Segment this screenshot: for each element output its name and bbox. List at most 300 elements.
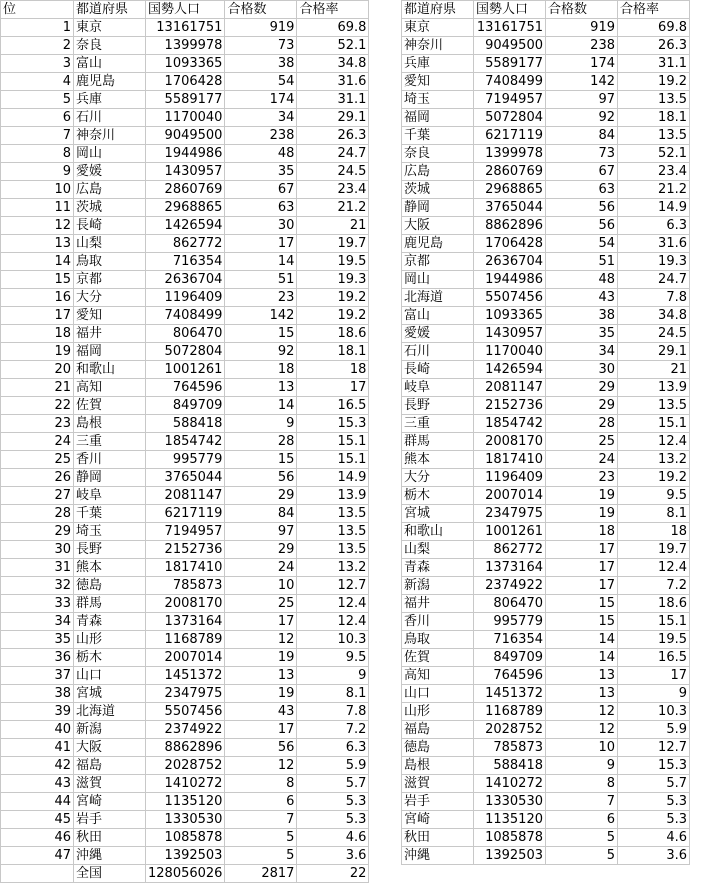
passes-cell[interactable]: 2817 [225, 865, 297, 883]
prefecture-cell[interactable]: 沖縄 [74, 847, 146, 865]
rank-cell[interactable]: 39 [1, 703, 74, 721]
rank-cell[interactable]: 27 [1, 487, 74, 505]
population-cell[interactable]: 1430957 [146, 163, 225, 181]
pass-rate-cell[interactable]: 8.1 [297, 685, 369, 703]
passes-cell[interactable]: 8 [546, 775, 618, 793]
pass-rate-cell[interactable]: 17 [297, 379, 369, 397]
passes-cell[interactable]: 14 [546, 649, 618, 667]
pass-rate-cell[interactable]: 15.1 [618, 415, 690, 433]
population-cell[interactable]: 1085878 [146, 829, 225, 847]
population-cell[interactable]: 3765044 [146, 469, 225, 487]
population-cell[interactable]: 6217119 [146, 505, 225, 523]
prefecture-cell[interactable]: 島根 [402, 757, 474, 775]
passes-cell[interactable]: 67 [546, 163, 618, 181]
rank-cell[interactable]: 16 [1, 289, 74, 307]
rank-cell[interactable]: 10 [1, 181, 74, 199]
rank-cell[interactable]: 35 [1, 631, 74, 649]
passes-cell[interactable]: 67 [225, 181, 297, 199]
pass-rate-cell[interactable]: 52.1 [618, 145, 690, 163]
passes-cell[interactable]: 73 [546, 145, 618, 163]
rank-cell[interactable]: 4 [1, 73, 74, 91]
pass-rate-cell[interactable]: 9 [618, 685, 690, 703]
prefecture-cell[interactable]: 静岡 [74, 469, 146, 487]
pass-rate-cell[interactable]: 34.8 [297, 55, 369, 73]
prefecture-cell[interactable]: 北海道 [402, 289, 474, 307]
prefecture-cell[interactable]: 徳島 [402, 739, 474, 757]
population-cell[interactable]: 1373164 [474, 559, 546, 577]
prefecture-cell[interactable]: 広島 [74, 181, 146, 199]
prefecture-cell[interactable]: 大阪 [402, 217, 474, 235]
pass-rate-cell[interactable]: 18.6 [618, 595, 690, 613]
passes-cell[interactable]: 97 [225, 523, 297, 541]
prefecture-cell[interactable]: 神奈川 [74, 127, 146, 145]
rank-cell[interactable]: 32 [1, 577, 74, 595]
population-cell[interactable]: 9049500 [146, 127, 225, 145]
prefecture-cell[interactable]: 大分 [402, 469, 474, 487]
prefecture-cell[interactable]: 茨城 [402, 181, 474, 199]
population-cell[interactable]: 13161751 [146, 19, 225, 37]
population-cell[interactable]: 1410272 [146, 775, 225, 793]
pass-rate-cell[interactable]: 13.2 [297, 559, 369, 577]
population-cell[interactable]: 2374922 [474, 577, 546, 595]
prefecture-cell[interactable]: 宮城 [74, 685, 146, 703]
pass-rate-cell[interactable]: 19.5 [297, 253, 369, 271]
passes-cell[interactable]: 14 [225, 397, 297, 415]
right-header-population[interactable]: 国勢人口 [474, 1, 546, 19]
pass-rate-cell[interactable]: 31.6 [618, 235, 690, 253]
pass-rate-cell[interactable]: 5.7 [618, 775, 690, 793]
rank-cell[interactable]: 46 [1, 829, 74, 847]
population-cell[interactable]: 1706428 [474, 235, 546, 253]
passes-cell[interactable]: 5 [225, 847, 297, 865]
passes-cell[interactable]: 9 [546, 757, 618, 775]
pass-rate-cell[interactable]: 31.1 [618, 55, 690, 73]
population-cell[interactable]: 785873 [474, 739, 546, 757]
rank-cell[interactable]: 20 [1, 361, 74, 379]
passes-cell[interactable]: 23 [225, 289, 297, 307]
pass-rate-cell[interactable]: 7.2 [618, 577, 690, 595]
population-cell[interactable]: 7408499 [146, 307, 225, 325]
passes-cell[interactable]: 17 [546, 577, 618, 595]
passes-cell[interactable]: 19 [546, 487, 618, 505]
pass-rate-cell[interactable]: 13.5 [297, 523, 369, 541]
rank-cell[interactable]: 44 [1, 793, 74, 811]
rank-cell[interactable]: 40 [1, 721, 74, 739]
passes-cell[interactable]: 56 [225, 469, 297, 487]
rank-cell[interactable]: 3 [1, 55, 74, 73]
population-cell[interactable]: 5507456 [146, 703, 225, 721]
prefecture-cell[interactable]: 千葉 [402, 127, 474, 145]
population-cell[interactable]: 1426594 [146, 217, 225, 235]
passes-cell[interactable]: 17 [546, 541, 618, 559]
left-header-passes[interactable]: 合格数 [225, 1, 297, 19]
population-cell[interactable]: 764596 [474, 667, 546, 685]
prefecture-cell[interactable]: 石川 [402, 343, 474, 361]
pass-rate-cell[interactable]: 23.4 [618, 163, 690, 181]
population-cell[interactable]: 1392503 [474, 847, 546, 865]
rank-cell[interactable]: 7 [1, 127, 74, 145]
population-cell[interactable]: 1430957 [474, 325, 546, 343]
passes-cell[interactable]: 34 [225, 109, 297, 127]
prefecture-cell[interactable]: 福井 [402, 595, 474, 613]
population-cell[interactable]: 6217119 [474, 127, 546, 145]
pass-rate-cell[interactable]: 16.5 [297, 397, 369, 415]
rank-cell[interactable]: 14 [1, 253, 74, 271]
right-header-prefecture[interactable]: 都道府県 [402, 1, 474, 19]
prefecture-cell[interactable]: 徳島 [74, 577, 146, 595]
left-header-pass-rate[interactable]: 合格率 [297, 1, 369, 19]
pass-rate-cell[interactable]: 13.9 [297, 487, 369, 505]
pass-rate-cell[interactable]: 15.1 [297, 451, 369, 469]
population-cell[interactable]: 785873 [146, 577, 225, 595]
prefecture-cell[interactable]: 福岡 [402, 109, 474, 127]
prefecture-cell[interactable]: 福島 [74, 757, 146, 775]
population-cell[interactable]: 1451372 [146, 667, 225, 685]
prefecture-cell[interactable]: 栃木 [402, 487, 474, 505]
pass-rate-cell[interactable]: 3.6 [618, 847, 690, 865]
pass-rate-cell[interactable]: 7.8 [297, 703, 369, 721]
population-cell[interactable]: 1135120 [146, 793, 225, 811]
prefecture-cell[interactable]: 群馬 [74, 595, 146, 613]
passes-cell[interactable]: 56 [546, 217, 618, 235]
prefecture-cell[interactable]: 岩手 [402, 793, 474, 811]
passes-cell[interactable]: 51 [225, 271, 297, 289]
rank-cell[interactable]: 33 [1, 595, 74, 613]
prefecture-cell[interactable]: 山梨 [74, 235, 146, 253]
population-cell[interactable]: 2636704 [474, 253, 546, 271]
prefecture-cell[interactable]: 兵庫 [402, 55, 474, 73]
passes-cell[interactable]: 5 [546, 829, 618, 847]
prefecture-cell[interactable]: 岩手 [74, 811, 146, 829]
population-cell[interactable]: 1410272 [474, 775, 546, 793]
prefecture-cell[interactable]: 佐賀 [74, 397, 146, 415]
prefecture-cell[interactable]: 新潟 [402, 577, 474, 595]
right-header-pass-rate[interactable]: 合格率 [618, 1, 690, 19]
prefecture-cell[interactable]: 宮崎 [402, 811, 474, 829]
population-cell[interactable]: 2968865 [474, 181, 546, 199]
population-cell[interactable]: 128056026 [146, 865, 225, 883]
population-cell[interactable]: 1373164 [146, 613, 225, 631]
pass-rate-cell[interactable]: 13.2 [618, 451, 690, 469]
pass-rate-cell[interactable]: 9 [297, 667, 369, 685]
population-cell[interactable]: 2007014 [146, 649, 225, 667]
prefecture-cell[interactable]: 宮崎 [74, 793, 146, 811]
rank-cell[interactable]: 41 [1, 739, 74, 757]
prefecture-cell[interactable]: 兵庫 [74, 91, 146, 109]
passes-cell[interactable]: 5 [546, 847, 618, 865]
rank-cell[interactable] [1, 865, 74, 883]
population-cell[interactable]: 995779 [474, 613, 546, 631]
pass-rate-cell[interactable]: 29.1 [618, 343, 690, 361]
rank-cell[interactable]: 42 [1, 757, 74, 775]
passes-cell[interactable]: 6 [225, 793, 297, 811]
passes-cell[interactable]: 48 [225, 145, 297, 163]
population-cell[interactable]: 5589177 [146, 91, 225, 109]
pass-rate-cell[interactable]: 5.9 [297, 757, 369, 775]
population-cell[interactable]: 1093365 [146, 55, 225, 73]
prefecture-cell[interactable]: 香川 [74, 451, 146, 469]
pass-rate-cell[interactable]: 21 [297, 217, 369, 235]
passes-cell[interactable]: 54 [546, 235, 618, 253]
passes-cell[interactable]: 23 [546, 469, 618, 487]
passes-cell[interactable]: 97 [546, 91, 618, 109]
rank-cell[interactable]: 18 [1, 325, 74, 343]
passes-cell[interactable]: 19 [546, 505, 618, 523]
pass-rate-cell[interactable]: 52.1 [297, 37, 369, 55]
passes-cell[interactable]: 17 [225, 613, 297, 631]
rank-cell[interactable]: 24 [1, 433, 74, 451]
passes-cell[interactable]: 30 [225, 217, 297, 235]
population-cell[interactable]: 1392503 [146, 847, 225, 865]
prefecture-cell[interactable]: 愛知 [402, 73, 474, 91]
rank-cell[interactable]: 37 [1, 667, 74, 685]
passes-cell[interactable]: 10 [546, 739, 618, 757]
pass-rate-cell[interactable]: 15.1 [297, 433, 369, 451]
pass-rate-cell[interactable]: 15.3 [297, 415, 369, 433]
pass-rate-cell[interactable]: 19.2 [618, 469, 690, 487]
left-header-rank[interactable]: 位 [1, 1, 74, 19]
prefecture-cell[interactable]: 北海道 [74, 703, 146, 721]
pass-rate-cell[interactable]: 16.5 [618, 649, 690, 667]
prefecture-cell[interactable]: 大分 [74, 289, 146, 307]
population-cell[interactable]: 5072804 [146, 343, 225, 361]
passes-cell[interactable]: 54 [225, 73, 297, 91]
pass-rate-cell[interactable]: 14.9 [297, 469, 369, 487]
rank-cell[interactable]: 25 [1, 451, 74, 469]
rank-cell[interactable]: 2 [1, 37, 74, 55]
prefecture-cell[interactable]: 全国 [74, 865, 146, 883]
population-cell[interactable]: 8862896 [146, 739, 225, 757]
passes-cell[interactable]: 238 [546, 37, 618, 55]
passes-cell[interactable]: 29 [546, 397, 618, 415]
passes-cell[interactable]: 63 [225, 199, 297, 217]
prefecture-cell[interactable]: 秋田 [402, 829, 474, 847]
pass-rate-cell[interactable]: 5.7 [297, 775, 369, 793]
prefecture-cell[interactable]: 鳥取 [402, 631, 474, 649]
prefecture-cell[interactable]: 青森 [402, 559, 474, 577]
pass-rate-cell[interactable]: 13.5 [618, 397, 690, 415]
rank-cell[interactable]: 30 [1, 541, 74, 559]
rank-cell[interactable]: 19 [1, 343, 74, 361]
pass-rate-cell[interactable]: 5.9 [618, 721, 690, 739]
population-cell[interactable]: 13161751 [474, 19, 546, 37]
passes-cell[interactable]: 29 [546, 379, 618, 397]
pass-rate-cell[interactable]: 10.3 [618, 703, 690, 721]
prefecture-cell[interactable]: 愛媛 [74, 163, 146, 181]
pass-rate-cell[interactable]: 13.5 [297, 505, 369, 523]
pass-rate-cell[interactable]: 24.5 [618, 325, 690, 343]
population-cell[interactable]: 8862896 [474, 217, 546, 235]
passes-cell[interactable]: 13 [546, 667, 618, 685]
prefecture-cell[interactable]: 青森 [74, 613, 146, 631]
population-cell[interactable]: 2152736 [474, 397, 546, 415]
passes-cell[interactable]: 13 [225, 667, 297, 685]
population-cell[interactable]: 9049500 [474, 37, 546, 55]
passes-cell[interactable]: 35 [225, 163, 297, 181]
prefecture-cell[interactable]: 高知 [402, 667, 474, 685]
left-header-population[interactable]: 国勢人口 [146, 1, 225, 19]
pass-rate-cell[interactable]: 5.3 [297, 811, 369, 829]
prefecture-cell[interactable]: 愛知 [74, 307, 146, 325]
prefecture-cell[interactable]: 石川 [74, 109, 146, 127]
prefecture-cell[interactable]: 和歌山 [74, 361, 146, 379]
pass-rate-cell[interactable]: 69.8 [618, 19, 690, 37]
passes-cell[interactable]: 29 [225, 487, 297, 505]
passes-cell[interactable]: 12 [225, 631, 297, 649]
population-cell[interactable]: 764596 [146, 379, 225, 397]
population-cell[interactable]: 1093365 [474, 307, 546, 325]
prefecture-cell[interactable]: 栃木 [74, 649, 146, 667]
prefecture-cell[interactable]: 鹿児島 [74, 73, 146, 91]
pass-rate-cell[interactable]: 19.2 [618, 73, 690, 91]
passes-cell[interactable]: 142 [225, 307, 297, 325]
passes-cell[interactable]: 17 [546, 559, 618, 577]
pass-rate-cell[interactable]: 34.8 [618, 307, 690, 325]
pass-rate-cell[interactable]: 12.4 [297, 595, 369, 613]
passes-cell[interactable]: 174 [546, 55, 618, 73]
pass-rate-cell[interactable]: 19.2 [297, 289, 369, 307]
passes-cell[interactable]: 43 [225, 703, 297, 721]
population-cell[interactable]: 1426594 [474, 361, 546, 379]
passes-cell[interactable]: 24 [225, 559, 297, 577]
passes-cell[interactable]: 17 [225, 721, 297, 739]
pass-rate-cell[interactable]: 19.3 [297, 271, 369, 289]
passes-cell[interactable]: 63 [546, 181, 618, 199]
population-cell[interactable]: 7194957 [146, 523, 225, 541]
prefecture-cell[interactable]: 滋賀 [74, 775, 146, 793]
pass-rate-cell[interactable]: 29.1 [297, 109, 369, 127]
rank-cell[interactable]: 11 [1, 199, 74, 217]
passes-cell[interactable]: 7 [546, 793, 618, 811]
population-cell[interactable]: 7408499 [474, 73, 546, 91]
pass-rate-cell[interactable]: 8.1 [618, 505, 690, 523]
pass-rate-cell[interactable]: 13.9 [618, 379, 690, 397]
prefecture-cell[interactable]: 広島 [402, 163, 474, 181]
prefecture-cell[interactable]: 富山 [402, 307, 474, 325]
pass-rate-cell[interactable]: 9.5 [297, 649, 369, 667]
prefecture-cell[interactable]: 長野 [402, 397, 474, 415]
rank-cell[interactable]: 31 [1, 559, 74, 577]
prefecture-cell[interactable]: 埼玉 [74, 523, 146, 541]
pass-rate-cell[interactable]: 19.3 [618, 253, 690, 271]
prefecture-cell[interactable]: 山形 [402, 703, 474, 721]
prefecture-cell[interactable]: 三重 [402, 415, 474, 433]
population-cell[interactable]: 2008170 [146, 595, 225, 613]
passes-cell[interactable]: 15 [546, 613, 618, 631]
passes-cell[interactable]: 43 [546, 289, 618, 307]
population-cell[interactable]: 588418 [146, 415, 225, 433]
population-cell[interactable]: 1196409 [474, 469, 546, 487]
prefecture-cell[interactable]: 東京 [402, 19, 474, 37]
passes-cell[interactable]: 174 [225, 91, 297, 109]
passes-cell[interactable]: 48 [546, 271, 618, 289]
passes-cell[interactable]: 84 [546, 127, 618, 145]
pass-rate-cell[interactable]: 26.3 [618, 37, 690, 55]
prefecture-cell[interactable]: 滋賀 [402, 775, 474, 793]
pass-rate-cell[interactable]: 18.1 [297, 343, 369, 361]
pass-rate-cell[interactable]: 12.7 [618, 739, 690, 757]
population-cell[interactable]: 2347975 [146, 685, 225, 703]
passes-cell[interactable]: 25 [225, 595, 297, 613]
rank-cell[interactable]: 45 [1, 811, 74, 829]
population-cell[interactable]: 1451372 [474, 685, 546, 703]
population-cell[interactable]: 1944986 [474, 271, 546, 289]
prefecture-cell[interactable]: 千葉 [74, 505, 146, 523]
prefecture-cell[interactable]: 岐阜 [74, 487, 146, 505]
passes-cell[interactable]: 19 [225, 685, 297, 703]
prefecture-cell[interactable]: 三重 [74, 433, 146, 451]
prefecture-cell[interactable]: 山形 [74, 631, 146, 649]
population-cell[interactable]: 1706428 [146, 73, 225, 91]
passes-cell[interactable]: 18 [225, 361, 297, 379]
passes-cell[interactable]: 238 [225, 127, 297, 145]
prefecture-cell[interactable]: 東京 [74, 19, 146, 37]
pass-rate-cell[interactable]: 12.4 [618, 559, 690, 577]
pass-rate-cell[interactable]: 5.3 [618, 811, 690, 829]
pass-rate-cell[interactable]: 13.5 [297, 541, 369, 559]
prefecture-cell[interactable]: 福島 [402, 721, 474, 739]
pass-rate-cell[interactable]: 19.2 [297, 307, 369, 325]
prefecture-cell[interactable]: 島根 [74, 415, 146, 433]
passes-cell[interactable]: 5 [225, 829, 297, 847]
population-cell[interactable]: 2081147 [146, 487, 225, 505]
population-cell[interactable]: 862772 [146, 235, 225, 253]
passes-cell[interactable]: 18 [546, 523, 618, 541]
prefecture-cell[interactable]: 福井 [74, 325, 146, 343]
passes-cell[interactable]: 10 [225, 577, 297, 595]
pass-rate-cell[interactable]: 23.4 [297, 181, 369, 199]
prefecture-cell[interactable]: 長崎 [74, 217, 146, 235]
pass-rate-cell[interactable]: 24.7 [618, 271, 690, 289]
population-cell[interactable]: 1001261 [146, 361, 225, 379]
passes-cell[interactable]: 142 [546, 73, 618, 91]
pass-rate-cell[interactable]: 24.5 [297, 163, 369, 181]
prefecture-cell[interactable]: 鹿児島 [402, 235, 474, 253]
passes-cell[interactable]: 13 [225, 379, 297, 397]
passes-cell[interactable]: 15 [225, 451, 297, 469]
passes-cell[interactable]: 14 [225, 253, 297, 271]
pass-rate-cell[interactable]: 13.5 [618, 127, 690, 145]
passes-cell[interactable]: 38 [546, 307, 618, 325]
rank-cell[interactable]: 23 [1, 415, 74, 433]
pass-rate-cell[interactable]: 19.7 [618, 541, 690, 559]
passes-cell[interactable]: 12 [546, 721, 618, 739]
rank-cell[interactable]: 17 [1, 307, 74, 325]
passes-cell[interactable]: 8 [225, 775, 297, 793]
pass-rate-cell[interactable]: 5.3 [297, 793, 369, 811]
prefecture-cell[interactable]: 岡山 [402, 271, 474, 289]
prefecture-cell[interactable]: 香川 [402, 613, 474, 631]
prefecture-cell[interactable]: 佐賀 [402, 649, 474, 667]
pass-rate-cell[interactable]: 18 [297, 361, 369, 379]
rank-cell[interactable]: 29 [1, 523, 74, 541]
passes-cell[interactable]: 73 [225, 37, 297, 55]
passes-cell[interactable]: 919 [546, 19, 618, 37]
prefecture-cell[interactable]: 岡山 [74, 145, 146, 163]
prefecture-cell[interactable]: 熊本 [74, 559, 146, 577]
prefecture-cell[interactable]: 熊本 [402, 451, 474, 469]
population-cell[interactable]: 1168789 [474, 703, 546, 721]
rank-cell[interactable]: 34 [1, 613, 74, 631]
population-cell[interactable]: 2152736 [146, 541, 225, 559]
population-cell[interactable]: 7194957 [474, 91, 546, 109]
passes-cell[interactable]: 56 [546, 199, 618, 217]
population-cell[interactable]: 1170040 [474, 343, 546, 361]
population-cell[interactable]: 2347975 [474, 505, 546, 523]
population-cell[interactable]: 5072804 [474, 109, 546, 127]
population-cell[interactable]: 2008170 [474, 433, 546, 451]
pass-rate-cell[interactable]: 15.3 [618, 757, 690, 775]
